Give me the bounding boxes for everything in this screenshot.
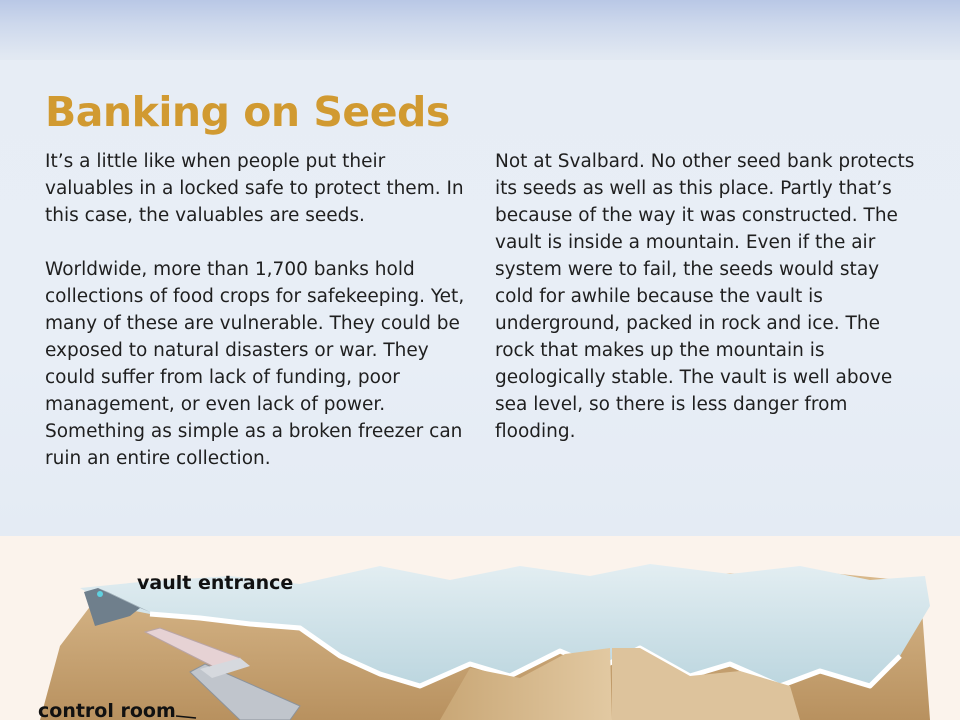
paragraph: Not at Svalbard. No other seed bank protects its seeds as well as this place. Partly that’s because of the way it was constructed. The vault is inside a mountain. Even if the air system were to fail, the seeds would stay cold for awhile because the vault is underground, packed in rock and ice. The rock that makes up the mountain is geologically stable. The vault is well above sea level, so there is less danger from flooding. [495,151,915,442]
control-room-label: control room [38,700,176,720]
vault-cutaway-diagram [0,536,960,720]
right-column [495,148,915,472]
article-title: Banking on Seeds [45,88,450,136]
paragraph: It’s a little like when people put their valuables in a locked safe to protect them. In this case, the valuables are seeds. [45,151,464,226]
vault-entrance-label: vault entrance [137,572,294,594]
paragraph: Worldwide, more than 1,700 banks hold collections of food crops for safekeeping. Yet, many of these are vulnerable. They could be exposed to natural disasters or war. They could suffer from lack of funding, poor management, or even lack of power. Something as simple as a broken freezer can ruin an entire collection. [45,259,465,469]
vault-illustration [0,536,960,720]
left-column [45,148,470,499]
